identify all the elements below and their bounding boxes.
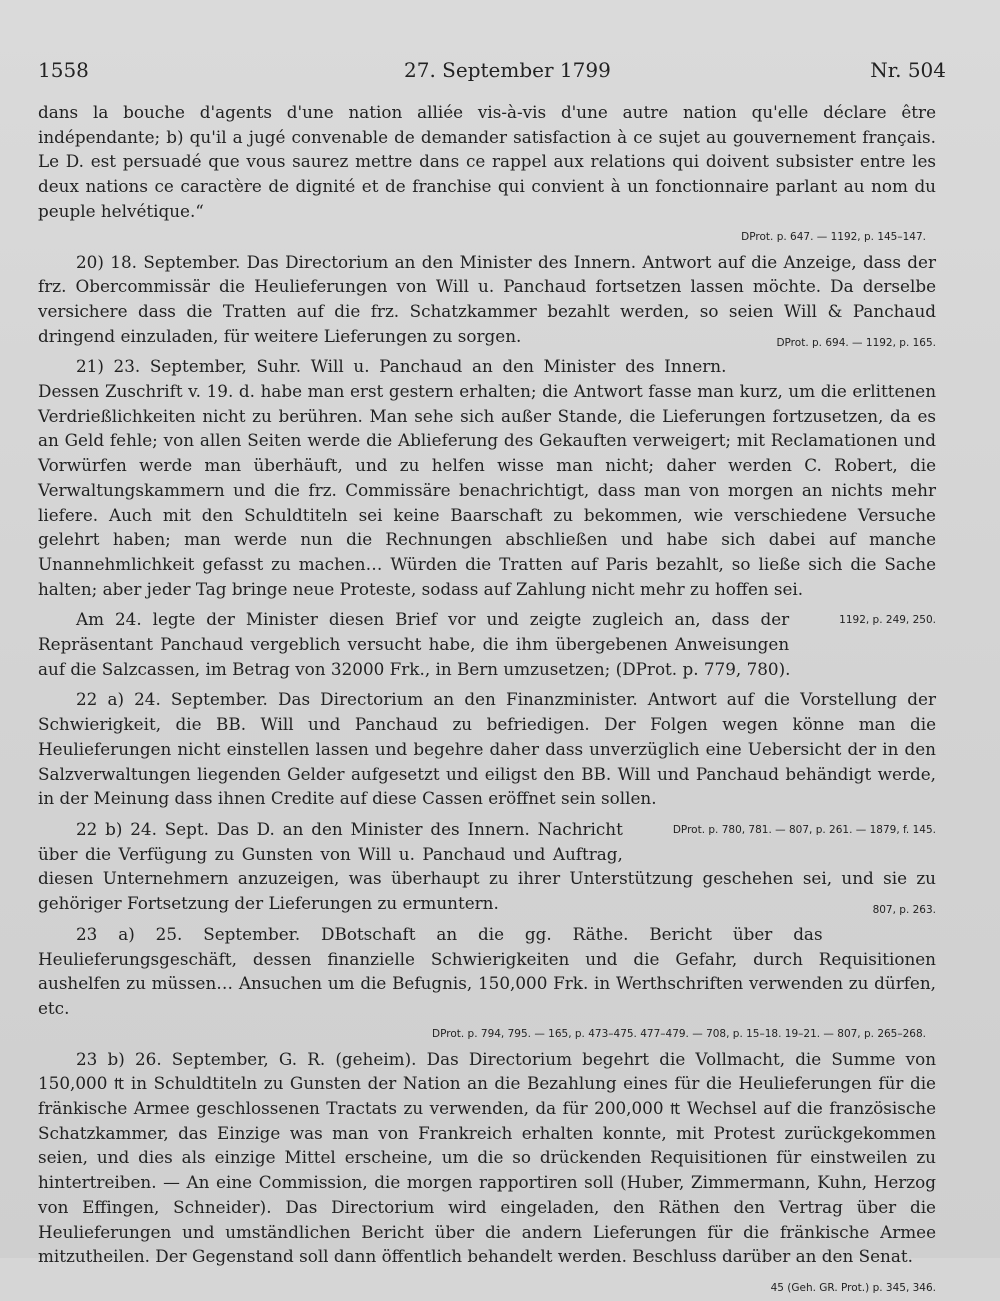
paragraph-1 xyxy=(38,250,936,349)
document-number: Nr. 504 xyxy=(870,58,946,82)
paragraph-text: 22 a) 24. September. Das Directorium an den Finanzminister. Antwort auf die Vorstellung der Schwierigkeit, die BB. Will und Panchaud zu befriedigen. Der Folgen wegen könne man die Heulieferungen nicht einstellen lassen und begehre daher dass unverzüglich eine Uebersicht der in den Salzverwaltungen liegenden Gelder aufgesetzt und eiligst den BB. Will und Panchaud behändigt werde, in der Meinung dass ihnen Credite auf diese Cassen eröffnet sein sollen. xyxy=(38,689,936,809)
paragraph-6 xyxy=(38,922,936,1021)
body-text xyxy=(38,100,936,1301)
paragraph-text: 23 b) 26. September, G. R. (geheim). Das Directorium begehrt die Vollmacht, die Summe von 150,000 ₶ in Schuldtiteln zu Gunsten der Nation an die Bezahlung eines für die Heulieferungen für die fränkische Armee geschlossenen Tractats zu verwenden, da für 200,000 ₶ Wechsel auf die französische Schatzkammer, das Einzige was man von Frankreich erhalten konnte, mit Protest zurückgekommen seien, und dies als einzige Mittel erscheine, um die so drückenden Requisitionen für einstweilen zu hintertreiben. — An eine Commission, die morgen rapportiren soll (Huber, Zimmermann, Kuhn, Herzog von Effingen, Schneider). Das Directorium wird eingeladen, den Räthen den Vertrag über die Heulieferungen und umständlichen Bericht über die andern Lieferungen für die fränkische Armee mitzutheilen. Der Gegenstand soll dann öffentlich behandelt werden. Beschluss darüber an den Senat. xyxy=(38,1048,936,1267)
paragraph-text: 23 a) 25. September. DBotschaft an die gg. Räthe. Bericht über das Heulieferungsgeschäft, dessen finanzielle Schwierigkeiten und die Gefahr, durch Requisitionen aushelfen zu müssen… Ansuchen um die Befugnis, 150,000 Frk. in Werthschriften verwenden zu dürfen, etc. xyxy=(38,923,936,1018)
paragraph-text: 22 b) 24. Sept. Das D. an den Minister des Innern. Nachricht über die Verfügung zu Gunsten von Will u. Panchaud und Auftrag, diesen Unternehmern anzuzeigen, was überhaupt zu ihrer Unterstützung geschehen sei, und sie zu gehöriger Fortsetzung der Lieferungen zu ermuntern. xyxy=(38,818,936,914)
source-reference: 807, p. 263. xyxy=(872,904,936,917)
source-reference: 1192, p. 249, 250. xyxy=(839,614,936,627)
paragraph-text: dans la bouche d'agents d'une nation alliée vis-à-vis d'une autre nation qu'elle déclare être indépendante; b) qu'il a jugé convenable de demander satisfaction à ce sujet au gouvernement français. Le D. est persuadé que vous saurez mettre dans ce rappel aux relations qui doivent subsister entre les deux nations ce caractère de dignité et de franchise qui convient à un fonctionnaire parlant au nom du peuple helvétique.“ xyxy=(38,102,936,221)
paragraph-text: 21) 23. September, Suhr. Will u. Panchaud an den Minister des Innern. Dessen Zuschrift v. 19. d. habe man erst gestern erhalten; die Antwort fasse man kurz, um die erlittenen Verdrießlichkeiten nicht zu berühren. Man sehe sich außer Stande, die Lieferungen fortzusetzen, da es an Geld fehle; von allen Seiten werde die Ablieferung des Gekauften verweigert; mit Reclamationen und Vorwürfen werde man überhäuft, und zu helfen wisse man nicht; daher werden C. Robert, die Verwaltungskammern und die frz. Commissäre benachrichtigt, dass man von morgen an nichts mehr liefere. Auch mit den Schuldtiteln sei keine Baarschaft zu bekommen, wie verschiedene Versuche gelehrt haben; man werde nun die Rechnungen abschließen und habe sich dabei auf manche Unannehmlichkeit gefasst zu machen… Würden die Tratten auf Paris bezahlt, so ließe sich die Sache halten; aber jeder Tag bringe neue Proteste, sodass auf Zahlung nicht mehr zu hoffen sei. xyxy=(38,356,936,599)
paragraph-4 xyxy=(38,687,936,836)
page-number: 1558 xyxy=(38,58,89,82)
running-date: 27. September 1799 xyxy=(404,58,611,82)
source-reference: DProt. p. 647. — 1192, p. 145–147. xyxy=(741,230,926,243)
source-reference: DProt. p. 794, 795. — 165, p. 473–475. 477–479. — 708, p. 15–18. 19–21. — 807, p. 265–268. xyxy=(432,1027,926,1040)
paragraph-7 xyxy=(38,1047,936,1294)
paragraph-2 xyxy=(38,354,936,627)
source-reference: DProt. p. 780, 781. — 807, p. 261. — 1879, f. 145. xyxy=(672,823,936,836)
paragraph-0 xyxy=(38,100,936,224)
source-reference: DProt. p. 694. — 1192, p. 165. xyxy=(776,336,936,349)
paragraph-text: Am 24. legte der Minister diesen Brief vor und zeigte zugleich an, dass der Repräsentant Panchaud vergeblich versucht habe, die ihm übergebenen Anweisungen auf die Salzcassen, im Betrag von 32000 Frk., in Bern umzusetzen; (DProt. p. 779, 780). xyxy=(38,609,791,679)
source-reference: 45 (Geh. GR. Prot.) p. 345, 346. xyxy=(770,1281,936,1294)
paragraph-text: 20) 18. September. Das Directorium an den Minister des Innern. Antwort auf die Anzeige, dass der frz. Obercommissär die Heulieferungen von Will u. Panchaud fortsetzen lassen möchte. Da derselbe versichere dass die Tratten auf die frz. Schatzkammer bezahlt werden, so seien Will & Panchaud dringend einzuladen, für weitere Lieferungen zu sorgen. xyxy=(38,251,936,346)
page-header xyxy=(38,58,946,88)
